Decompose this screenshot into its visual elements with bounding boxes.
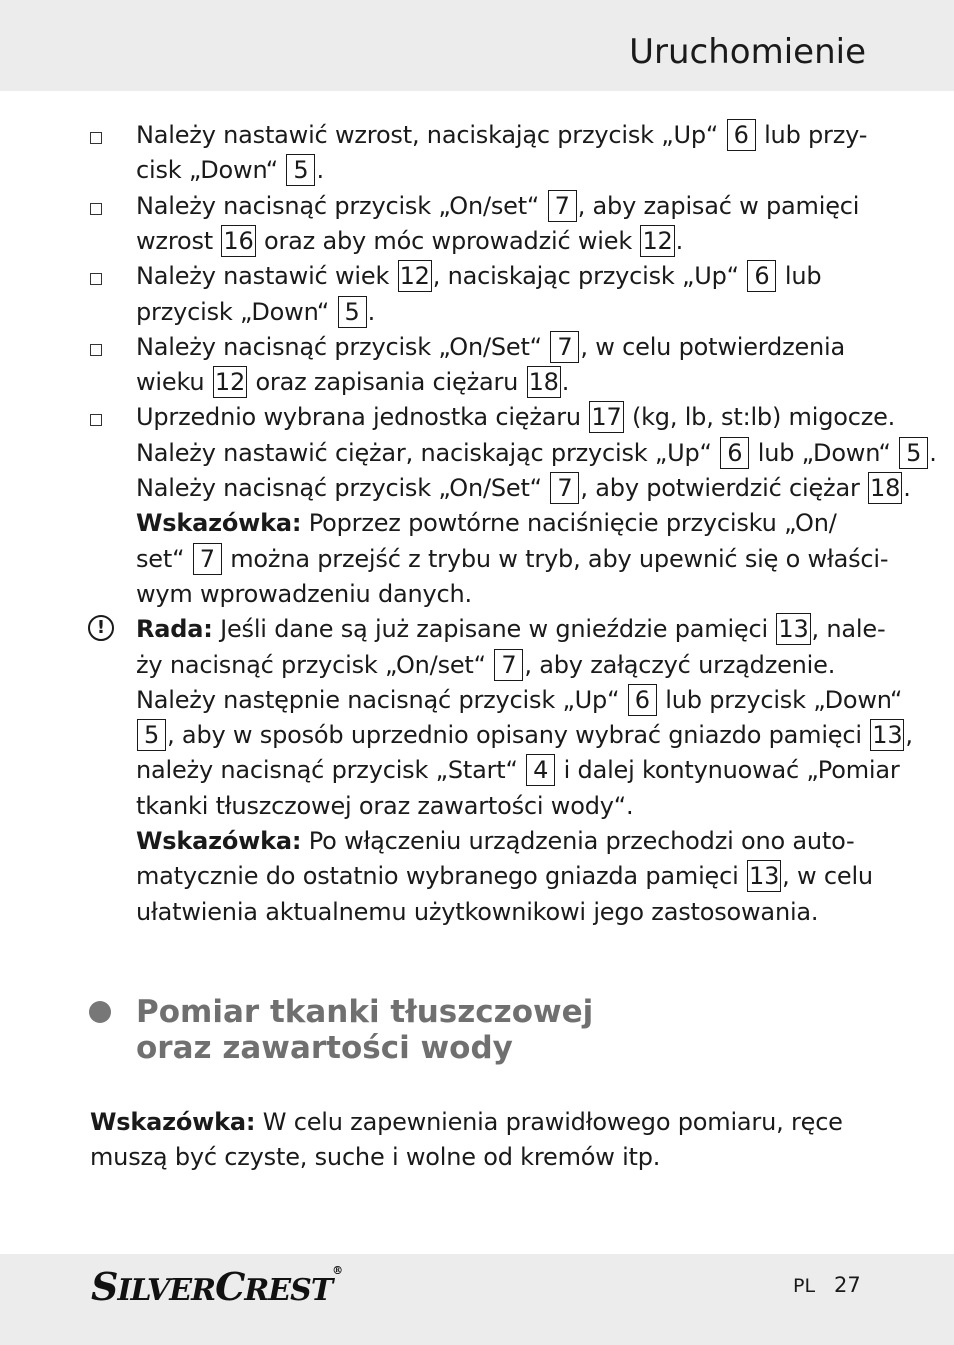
step-line xyxy=(136,400,895,435)
text-run: przycisk „Down“ xyxy=(136,297,337,326)
text-run: Należy nastawić wiek xyxy=(136,262,397,291)
text-run: , aby zapisać w pamięci xyxy=(577,191,860,220)
step-line xyxy=(136,436,937,471)
step-line xyxy=(136,259,821,294)
reference-number-box: 6 xyxy=(727,119,756,151)
reference-number-box: 16 xyxy=(223,226,254,255)
text-run: tkanki tłuszczowej oraz zawartości wody“. xyxy=(136,791,634,820)
text-run: . xyxy=(316,156,324,185)
reference-number-box: 18 xyxy=(870,474,901,502)
text-run: lub xyxy=(777,262,822,291)
tip-line xyxy=(136,753,900,788)
tip-line xyxy=(136,718,913,753)
tip-line xyxy=(136,648,835,683)
reference-number-box: 18 xyxy=(528,368,559,397)
text-run: wieku xyxy=(136,368,212,397)
reference-number-box: 7 xyxy=(494,649,523,681)
tip-line xyxy=(136,612,885,647)
note-label: Wskazówka: xyxy=(136,509,302,538)
text-run: lub przy- xyxy=(756,121,868,149)
reference-number-box: 5 xyxy=(137,719,166,751)
reference-number-box: 6 xyxy=(720,437,749,469)
reference-number-box: 12 xyxy=(399,262,430,291)
step-line xyxy=(136,118,867,153)
step-line xyxy=(136,189,859,224)
text-run: wym wprowadzeniu danych. xyxy=(136,579,472,608)
checkbox-bullet-icon xyxy=(90,132,102,144)
text-run: matycznie do ostatnio wybranego gniazda pamięci xyxy=(136,862,747,891)
reference-number-box: 13 xyxy=(872,721,903,750)
page-number: 27 xyxy=(834,1273,861,1297)
section-note-label: Wskazówka: xyxy=(90,1108,256,1136)
checkbox-bullet-icon xyxy=(90,414,102,426)
section-note-text-1: W celu zapewnienia prawidłowego pomiaru, ręce xyxy=(255,1108,843,1136)
section-note-line-2: muszą być czyste, suche i wolne od kremów itp. xyxy=(90,1143,661,1171)
section-heading xyxy=(136,994,593,1066)
text-run: . xyxy=(903,474,911,502)
text-run: i dalej kontynuować „Pomiar xyxy=(556,756,900,785)
text-run: . xyxy=(675,226,684,255)
text-run: Należy nastawić wzrost, naciskając przycisk „Up“ xyxy=(136,121,726,149)
text-run: Jeśli dane są już zapisane w gnieździe pamięci xyxy=(212,615,776,644)
note-label: Rada: xyxy=(136,615,213,644)
text-run: . xyxy=(929,438,937,467)
tip-note-line xyxy=(136,895,818,930)
step-line xyxy=(136,330,845,365)
step-line xyxy=(136,153,324,188)
text-run: Należy następnie nacisnąć przycisk „Up“ xyxy=(136,685,627,714)
text-run: oraz zapisania ciężaru xyxy=(248,368,526,397)
text-run: , xyxy=(905,721,913,750)
reference-number-box: 5 xyxy=(286,154,315,186)
note-label: Wskazówka: xyxy=(136,827,302,855)
tip-line xyxy=(136,789,633,824)
section-bullet-icon xyxy=(89,1001,111,1023)
reference-number-box: 12 xyxy=(642,226,673,255)
text-run: cisk „Down“ xyxy=(136,156,286,185)
page-title: Uruchomienie xyxy=(629,32,866,72)
step-line xyxy=(136,471,911,506)
reference-number-box: 7 xyxy=(193,543,222,575)
text-run: , aby w sposób uprzednio opisany wybrać gniazdo pamięci xyxy=(167,721,870,750)
text-run: , nale- xyxy=(811,615,886,644)
section-heading-line-1: Pomiar tkanki tłuszczowej xyxy=(136,994,594,1030)
text-run: , w celu potwierdzenia xyxy=(580,332,846,361)
text-run: . xyxy=(561,368,570,397)
tip-note-line xyxy=(136,824,855,859)
text-run: , w celu xyxy=(782,862,873,891)
step-note-line xyxy=(136,506,837,541)
text-run: , naciskając przycisk „Up“ xyxy=(432,262,747,291)
reference-number-box: 6 xyxy=(628,684,657,716)
reference-number-box: 5 xyxy=(899,437,928,469)
text-run: (kg, lb, st:lb) migocze. xyxy=(624,403,896,432)
tip-note-line xyxy=(136,859,873,894)
reference-number-box: 7 xyxy=(550,472,579,504)
text-run: Należy nacisnąć przycisk „On/Set“ xyxy=(136,332,550,361)
reference-number-box: 6 xyxy=(747,260,776,292)
text-run: można przejść z trybu w tryb, aby upewnić się o właści- xyxy=(222,544,889,573)
text-run: należy nacisnąć przycisk „Start“ xyxy=(136,756,526,785)
reference-number-box: 5 xyxy=(338,296,367,328)
text-run: , aby potwierdzić ciężar xyxy=(580,474,868,502)
section-heading-line-2: oraz zawartości wody xyxy=(136,1030,513,1066)
step-line xyxy=(136,365,569,400)
reference-number-box: 17 xyxy=(591,403,622,432)
exclamation-circle-icon: ! xyxy=(88,615,114,641)
text-run: ży nacisnąć przycisk „On/set“ xyxy=(136,650,494,679)
text-run: Uprzednio wybrana jednostka ciężaru xyxy=(136,403,589,432)
reference-number-box: 12 xyxy=(214,368,246,397)
text-run: , aby załączyć urządzenie. xyxy=(524,650,836,679)
section-note-line-1 xyxy=(90,1105,843,1140)
reference-number-box: 13 xyxy=(749,862,780,891)
tip-line xyxy=(136,683,902,718)
step-note-line xyxy=(136,577,472,612)
text-run: wzrost xyxy=(136,226,221,255)
step-line xyxy=(136,224,683,259)
text-run: Należy nastawić ciężar, naciskając przycisk „Up“ xyxy=(136,438,720,467)
text-run: lub przycisk „Down“ xyxy=(657,685,903,714)
reference-number-box: 7 xyxy=(548,190,577,222)
silvercrest-logo: SILVERCREST® xyxy=(91,1264,343,1309)
checkbox-bullet-icon xyxy=(90,344,102,356)
footer-language: PL xyxy=(793,1275,816,1297)
step-note-line xyxy=(136,542,888,577)
text-run: lub „Down“ xyxy=(750,438,899,467)
reference-number-box: 7 xyxy=(550,331,579,363)
text-run: set“ xyxy=(136,544,192,573)
text-run: ułatwienia aktualnemu użytkownikowi jego zastosowania. xyxy=(136,897,819,926)
text-run: . xyxy=(367,297,376,326)
step-line xyxy=(136,295,375,330)
checkbox-bullet-icon xyxy=(90,273,102,285)
text-run: Należy nacisnąć przycisk „On/set“ xyxy=(136,191,547,220)
text-run: Po włączeniu urządzenia przechodzi ono auto- xyxy=(301,827,855,855)
checkbox-bullet-icon xyxy=(90,203,102,215)
text-run: Należy nacisnąć przycisk „On/Set“ xyxy=(136,474,550,502)
text-run: oraz aby móc wprowadzić wiek xyxy=(256,226,640,255)
reference-number-box: 13 xyxy=(778,615,809,644)
text-run: Poprzez powtórne naciśnięcie przycisku „On/ xyxy=(301,509,837,538)
reference-number-box: 4 xyxy=(526,754,555,786)
